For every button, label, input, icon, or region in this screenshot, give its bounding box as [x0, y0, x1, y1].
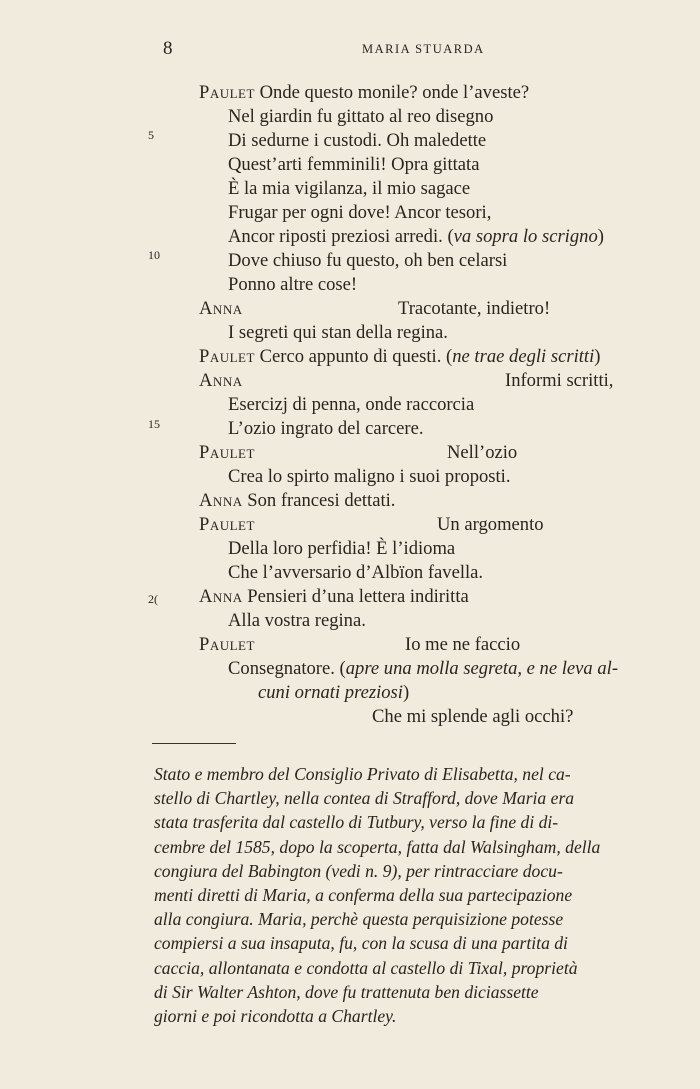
speaker-name: Paulet: [199, 82, 255, 103]
speech-text: ): [402, 682, 410, 703]
speech-text: È la mia vigilanza, il mio sagace: [228, 178, 471, 199]
speech-text: Nell’ozio: [447, 442, 518, 463]
verse-line: [228, 273, 357, 297]
speech: [405, 633, 520, 657]
speech-text: Quest’arti femminili! Opra gittata: [228, 154, 480, 175]
speech: [228, 178, 470, 199]
speech-text: Che mi splende agli occhi?: [372, 706, 574, 727]
footnote-line: compiersi a sua insaputa, fu, con la scusa di una partita di: [154, 933, 568, 954]
speech: [228, 226, 604, 247]
speech: [228, 658, 618, 679]
speech-text: Nel giardin fu gittato al reo disegno: [228, 106, 494, 127]
stage-direction: apre una molla segreta, e ne leva al-: [345, 658, 619, 679]
verse-line: [372, 705, 573, 729]
speech: [447, 441, 517, 465]
speech-text: Crea lo spirto maligno i suoi proposti.: [228, 466, 511, 487]
verse-line: [228, 417, 423, 441]
speech-text: Cerco appunto di questi. (: [254, 346, 453, 367]
footnote-line: giorni e poi ricondotta a Chartley.: [154, 1006, 397, 1026]
speech-text: Dove chiuso fu questo, oh ben celarsi: [228, 250, 508, 271]
footnote-line: caccia, allontanata e condotta al castello di Tixal, proprietà: [154, 957, 578, 978]
speaker-name: Anna: [199, 370, 243, 391]
speech: [228, 610, 366, 631]
footnote-line: menti diretti di Maria, a conferma della sua partecipazione: [154, 885, 573, 905]
speech-text: Ponno altre cose!: [228, 274, 358, 295]
page-number: 8: [163, 38, 173, 59]
speech: [243, 490, 396, 511]
verse-line: [228, 537, 455, 561]
verse-line: [199, 441, 518, 465]
speech-text: Un argomento: [437, 514, 544, 535]
verse-line: [228, 321, 448, 345]
verse-line: [199, 297, 551, 321]
speech: [228, 394, 474, 415]
verse-line: [228, 249, 507, 273]
footnote-line: cembre del 1585, dopo la scoperta, fatta dal Walsingham, della: [154, 836, 601, 857]
speech: [228, 130, 486, 151]
footnote-line: stata trasferita dal castello di Tutbury, verso la fine di di-: [154, 812, 559, 833]
footnote-line: alla congiura. Maria, perchè questa perquisizione potesse: [154, 909, 564, 930]
speech-text: Della loro perfidia! È l’idioma: [228, 538, 456, 559]
speech-text: Alla vostra regina.: [228, 610, 366, 631]
line-number: 2(: [148, 592, 158, 606]
verse-line: [199, 633, 521, 657]
speech-text: Che l’avversario d’Albïon favella.: [228, 562, 484, 583]
speech: [228, 274, 357, 295]
verse-line: [199, 513, 544, 537]
stage-direction: cuni ornati preziosi: [258, 682, 403, 703]
speech: [228, 538, 455, 559]
speech-text: I segreti qui stan della regina.: [228, 322, 448, 343]
speaker-name: Anna: [199, 490, 243, 511]
speech: [228, 250, 507, 271]
speech-text: L’ozio ingrato del carcere.: [228, 418, 424, 439]
footnote-line: Stato e membro del Consiglio Privato di Elisabetta, nel ca-: [154, 764, 571, 784]
speech-text: ): [597, 226, 604, 247]
speech-text: Onde questo monile? onde l’aveste?: [254, 82, 530, 103]
speech-text: Pensieri d’una lettera indiritta: [242, 586, 469, 607]
line-number: 5: [148, 128, 154, 142]
verse-line: [228, 609, 366, 633]
verse-line: [199, 81, 529, 105]
speech: [255, 82, 529, 103]
speech-text: Esercizj di penna, onde raccorcia: [228, 394, 475, 415]
speech-text: Frugar per ogni dove! Ancor tesori,: [228, 202, 492, 223]
speech: [228, 466, 511, 487]
speech-text: Ancor riposti preziosi arredi. (: [228, 226, 454, 247]
speech-text: Consegnatore. (: [228, 658, 346, 679]
speech-text: Tracotante, indietro!: [398, 298, 551, 319]
speech-text: ): [594, 346, 601, 367]
footnote-line: stello di Chartley, nella contea di Strafford, dove Maria era: [154, 788, 575, 809]
verse-line: [228, 561, 483, 585]
verse-line: [199, 345, 600, 369]
line-number: 15: [148, 417, 160, 431]
speaker-name: Paulet: [199, 634, 255, 655]
verse-line: [199, 489, 395, 513]
footnote-line: di Sir Walter Ashton, dove fu trattenuta ben diciassette: [154, 981, 539, 1002]
speaker-name: Paulet: [199, 346, 255, 367]
speech: [372, 706, 573, 727]
speech-text: Di sedurne i custodi. Oh maledette: [228, 130, 487, 151]
verse-line: [228, 129, 486, 153]
line-number: 10: [148, 248, 160, 262]
speech: [243, 586, 469, 607]
speaker-name: Paulet: [199, 442, 255, 463]
verse-line: [258, 681, 409, 705]
speaker-name: Anna: [199, 298, 243, 319]
running-head: MARIA STUARDA: [362, 42, 485, 56]
speech: [228, 154, 479, 175]
stage-direction: ne trae degli scritti: [452, 346, 595, 367]
speech-text: Informi scritti,: [505, 370, 614, 391]
speech: [505, 369, 613, 393]
verse-line: [228, 465, 511, 489]
verse-line: [228, 201, 491, 225]
speech: [228, 106, 493, 127]
verse-line: [199, 585, 469, 609]
footnote-line: congiura del Babington (vedi n. 9), per rintracciare docu-: [154, 860, 563, 881]
speaker-name: Anna: [199, 586, 243, 607]
speech: [258, 682, 409, 703]
verse-line: [228, 393, 474, 417]
verse-line: [199, 369, 614, 393]
verse-line: [228, 225, 604, 249]
speech: [228, 562, 483, 583]
speech: [228, 322, 448, 343]
speech: [255, 346, 600, 367]
speech-text: Son francesi dettati.: [242, 490, 396, 511]
speech: [228, 202, 491, 223]
speech: [398, 297, 550, 321]
speech-text: Io me ne faccio: [405, 634, 521, 655]
speech: [228, 418, 423, 439]
verse-line: [228, 105, 493, 129]
footnote-rule: [152, 743, 236, 744]
verse-line: [228, 657, 618, 681]
speech: [437, 513, 544, 537]
verse-line: [228, 153, 479, 177]
speaker-name: Paulet: [199, 514, 255, 535]
verse-line: [228, 177, 470, 201]
stage-direction: va sopra lo scrigno: [453, 226, 598, 247]
